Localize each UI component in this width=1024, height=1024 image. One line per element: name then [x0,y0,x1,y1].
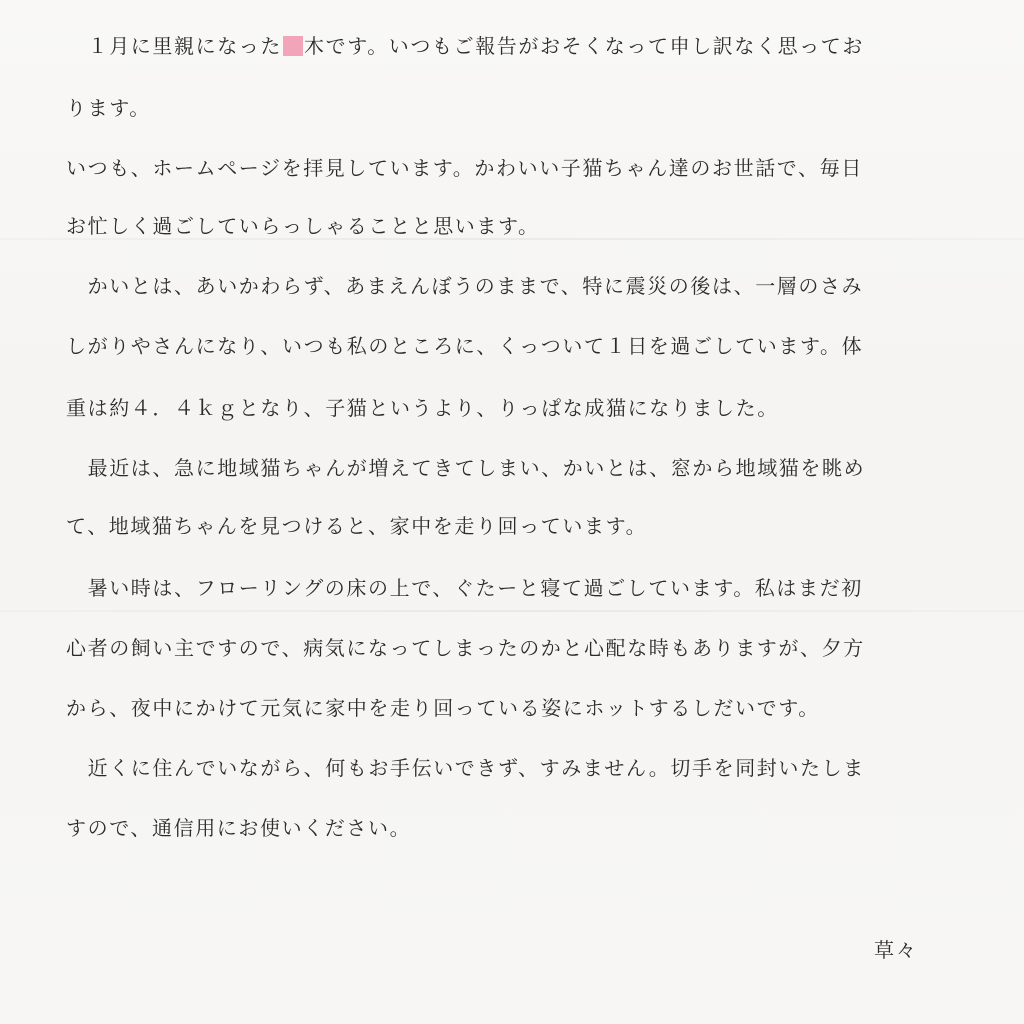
letter-line-10: 暑い時は、フローリングの床の上で、ぐたーと寝て過ごしています。私はまだ初 [66,576,863,600]
redaction-mark [283,36,303,56]
letter-line-6: しがりやさんになり、いつも私のところに、くっついて１日を過ごしています。体 [66,334,864,358]
paper-fold [0,238,1024,240]
letter-line-7: 重は約４．４ｋｇとなり、子猫というより、りっぱな成猫になりました。 [66,396,779,420]
line-text: 木です。いつもご報告がおそくなって申し訳なく思ってお [304,34,864,58]
letter-line-9: て、地域猫ちゃんを見つけると、家中を走り回っています。 [66,514,648,538]
letter-line-13: 近くに住んでいながら、何もお手伝いできず、すみません。切手を同封いたしま [66,756,865,780]
paper-fold [0,610,1024,612]
letter-line-2: ります。 [66,96,151,120]
letter-line-4: お忙しく過ごしていらっしゃることと思います。 [66,214,540,238]
closing-salutation: 草々 [874,938,918,962]
letter-line-3: いつも、ホームページを拝見しています。かわいい子猫ちゃん達のお世話で、毎日 [66,156,863,180]
letter-line-1 [66,34,864,58]
letter-line-5: かいとは、あいかわらず、あまえんぼうのままで、特に震災の後は、一層のさみ [66,274,864,298]
letter-line-8: 最近は、急に地域猫ちゃんが増えてきてしまい、かいとは、窓から地域猫を眺め [66,456,866,480]
letter-line-14: すので、通信用にお使いください。 [66,816,412,840]
line-text: １月に里親になった [66,34,282,58]
letter-line-12: から、夜中にかけて元気に家中を走り回っている姿にホットするしだいです。 [66,696,820,720]
letter-line-11: 心者の飼い主ですので、病気になってしまったのかと心配な時もありますが、夕方 [66,636,865,660]
